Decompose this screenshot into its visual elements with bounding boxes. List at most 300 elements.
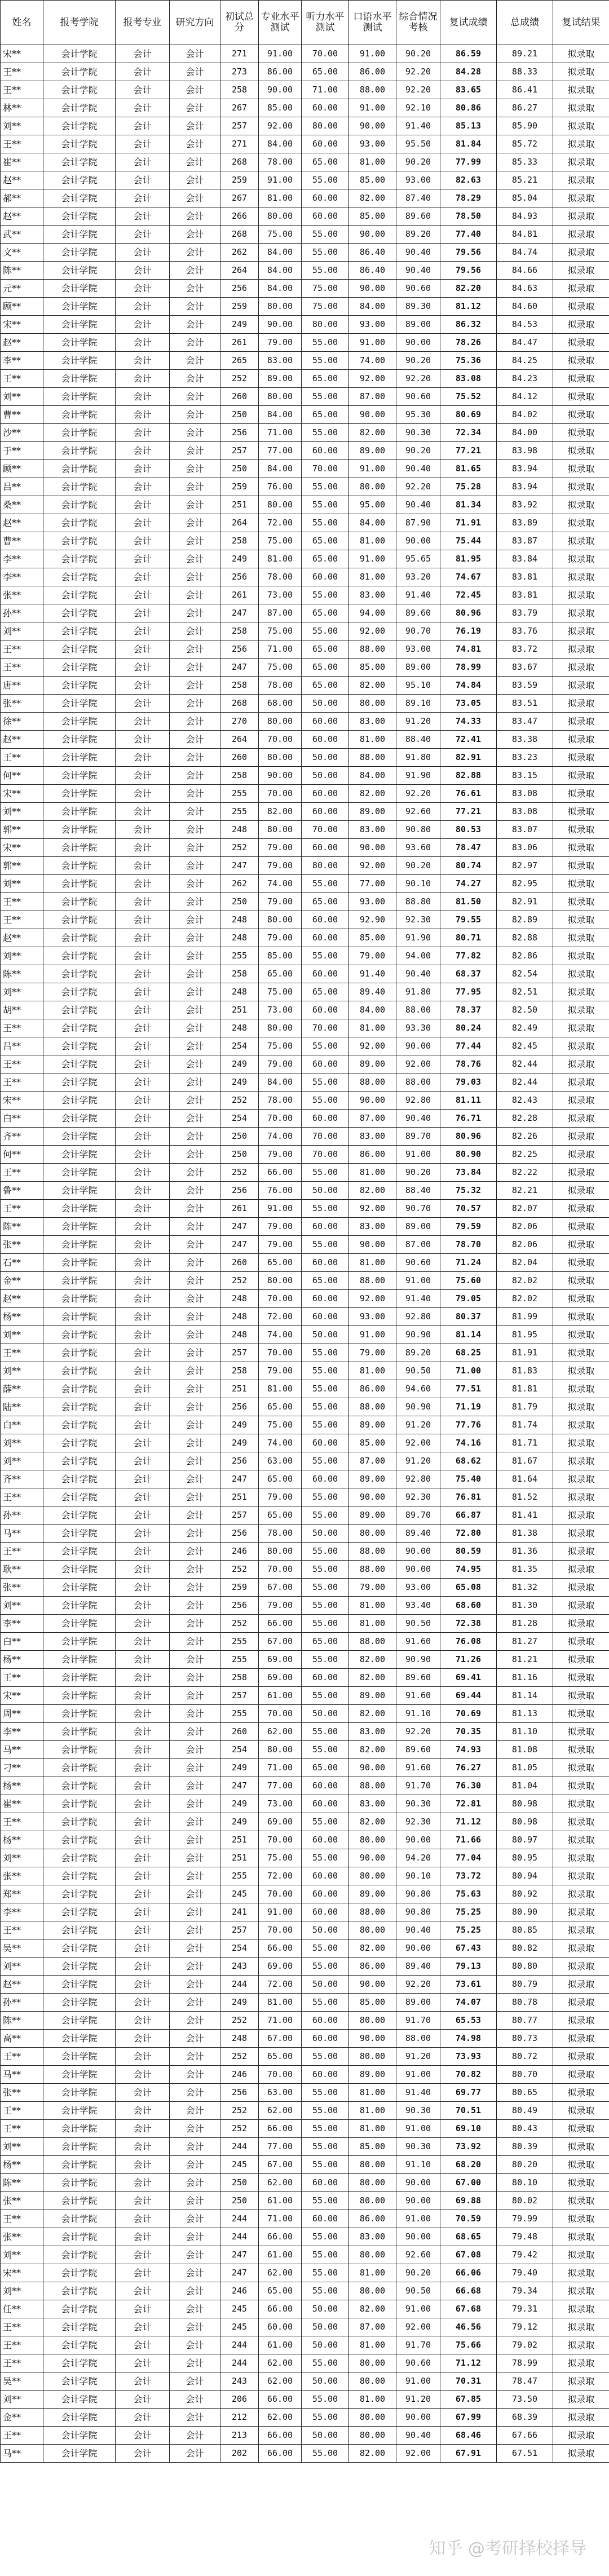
cell-total-score: 81.36 [497,1543,553,1561]
cell-major: 会计 [116,1344,170,1362]
cell-overall-assessment: 90.00 [396,2192,440,2210]
cell-result: 拟录取 [553,45,609,63]
table-row [1,189,609,207]
cell-name: 曹** [1,532,43,550]
cell-professional-test: 79.00 [259,1488,302,1506]
table-row [1,2427,609,2445]
cell-major: 会计 [116,1741,170,1759]
cell-retest-score: 82.63 [440,171,497,189]
cell-direction: 会计 [170,496,220,514]
cell-name: 顾** [1,460,43,478]
cell-direction: 会计 [170,1452,220,1470]
cell-retest-score: 71.26 [440,1651,497,1669]
cell-result: 拟录取 [553,2192,609,2210]
cell-overall-assessment: 91.00 [396,1272,440,1290]
cell-name: 赵** [1,1290,43,1308]
cell-college: 会计学院 [43,2030,116,2048]
cell-result: 拟录取 [553,298,609,316]
cell-speaking-test: 83.00 [349,1723,396,1741]
cell-initial-score: 267 [220,99,259,117]
cell-direction: 会计 [170,785,220,803]
cell-initial-score: 250 [220,2192,259,2210]
cell-retest-score: 74.98 [440,2030,497,2048]
cell-result: 拟录取 [553,1561,609,1579]
cell-result: 拟录取 [553,1019,609,1037]
cell-result: 拟录取 [553,1470,609,1488]
cell-name: 张** [1,2192,43,2210]
cell-professional-test: 62.00 [259,2102,302,2120]
table-row [1,45,609,63]
table-row [1,749,609,767]
cell-major: 会计 [116,622,170,640]
cell-retest-score: 78.47 [440,839,497,857]
cell-listening-test: 55.00 [302,1939,349,1958]
cell-major: 会计 [116,1146,170,1164]
cell-result: 拟录取 [553,568,609,586]
cell-retest-score: 67.08 [440,2246,497,2264]
cell-listening-test: 60.00 [302,731,349,749]
cell-initial-score: 249 [220,1994,259,2012]
cell-professional-test: 80.00 [259,713,302,731]
table-row [1,839,609,857]
cell-speaking-test: 81.00 [349,1597,396,1615]
cell-result: 拟录取 [553,1669,609,1687]
cell-result: 拟录取 [553,1380,609,1398]
cell-total-score: 82.95 [497,875,553,893]
cell-overall-assessment: 91.40 [396,2084,440,2102]
cell-total-score: 83.08 [497,785,553,803]
cell-overall-assessment: 89.10 [396,695,440,713]
cell-total-score: 83.07 [497,821,553,839]
cell-college: 会计学院 [43,1037,116,1055]
cell-professional-test: 90.00 [259,316,302,334]
cell-initial-score: 251 [220,1001,259,1019]
cell-college: 会计学院 [43,1344,116,1362]
cell-listening-test: 60.00 [302,1110,349,1128]
cell-initial-score: 247 [220,2246,259,2264]
cell-college: 会计学院 [43,1254,116,1272]
cell-listening-test: 65.00 [302,1633,349,1651]
cell-name: 李** [1,550,43,568]
cell-speaking-test: 88.00 [349,1543,396,1561]
cell-overall-assessment: 87.00 [396,1236,440,1254]
cell-retest-score: 77.04 [440,1849,497,1867]
cell-professional-test: 66.00 [259,2391,302,2409]
cell-direction: 会计 [170,117,220,135]
table-row [1,2012,609,2030]
cell-initial-score: 268 [220,695,259,713]
cell-retest-score: 71.66 [440,1831,497,1849]
cell-direction: 会计 [170,298,220,316]
cell-total-score: 81.05 [497,1759,553,1777]
cell-overall-assessment: 91.20 [396,713,440,731]
cell-professional-test: 90.00 [259,81,302,99]
cell-total-score: 83.87 [497,532,553,550]
cell-name: 王** [1,1344,43,1362]
cell-professional-test: 78.00 [259,153,302,171]
cell-retest-score: 80.86 [440,99,497,117]
cell-overall-assessment: 91.70 [396,2336,440,2354]
cell-result: 拟录取 [553,1525,609,1543]
cell-result: 拟录取 [553,1651,609,1669]
cell-initial-score: 256 [220,568,259,586]
cell-total-score: 81.38 [497,1525,553,1543]
cell-major: 会计 [116,334,170,352]
cell-total-score: 84.02 [497,406,553,424]
cell-professional-test: 67.00 [259,1633,302,1651]
cell-college: 会计学院 [43,1994,116,2012]
cell-professional-test: 79.00 [259,1362,302,1380]
cell-college: 会计学院 [43,1092,116,1110]
cell-total-score: 81.83 [497,1362,553,1380]
cell-result: 拟录取 [553,1543,609,1561]
cell-retest-score: 71.19 [440,1398,497,1416]
cell-overall-assessment: 90.40 [396,244,440,262]
table-row [1,99,609,117]
cell-college: 会计学院 [43,171,116,189]
cell-direction: 会计 [170,1795,220,1813]
cell-speaking-test: 80.00 [349,478,396,496]
cell-initial-score: 241 [220,1903,259,1921]
cell-name: 刘** [1,803,43,821]
cell-direction: 会计 [170,1308,220,1326]
cell-listening-test: 55.00 [302,1813,349,1831]
cell-major: 会计 [116,1452,170,1470]
table-row [1,2354,609,2372]
cell-result: 拟录取 [553,1164,609,1182]
cell-major: 会计 [116,298,170,316]
cell-speaking-test: 81.00 [349,1615,396,1633]
cell-direction: 会计 [170,2246,220,2264]
cell-college: 会计学院 [43,1759,116,1777]
cell-overall-assessment: 92.30 [396,911,440,929]
cell-total-score: 81.16 [497,1669,553,1687]
cell-initial-score: 257 [220,1344,259,1362]
cell-direction: 会计 [170,1976,220,1994]
cell-listening-test: 55.00 [302,352,349,370]
cell-total-score: 80.85 [497,1921,553,1939]
cell-speaking-test: 84.00 [349,298,396,316]
cell-retest-score: 78.29 [440,189,497,207]
cell-retest-score: 68.37 [440,965,497,983]
cell-professional-test: 62.00 [259,2354,302,2372]
cell-listening-test: 50.00 [302,1705,349,1723]
table-row [1,280,609,298]
table-row [1,262,609,280]
cell-initial-score: 251 [220,1488,259,1506]
table-row [1,171,609,189]
cell-direction: 会计 [170,1939,220,1958]
cell-result: 拟录取 [553,1813,609,1831]
cell-name: 文** [1,244,43,262]
cell-college: 会计学院 [43,1182,116,1200]
cell-overall-assessment: 90.40 [396,496,440,514]
cell-initial-score: 249 [220,1416,259,1434]
cell-listening-test: 50.00 [302,2318,349,2336]
cell-name: 宋** [1,839,43,857]
cell-listening-test: 55.00 [302,947,349,965]
cell-college: 会计学院 [43,677,116,695]
cell-retest-score: 82.91 [440,749,497,767]
cell-college: 会计学院 [43,1218,116,1236]
cell-speaking-test: 90.00 [349,1849,396,1867]
cell-name: 刘** [1,1597,43,1615]
cell-overall-assessment: 92.30 [396,1488,440,1506]
cell-retest-score: 68.60 [440,1597,497,1615]
cell-listening-test: 55.00 [302,2138,349,2156]
cell-listening-test: 65.00 [302,893,349,911]
cell-college: 会计学院 [43,1633,116,1651]
cell-college: 会计学院 [43,911,116,929]
cell-major: 会计 [116,1272,170,1290]
cell-major: 会计 [116,63,170,81]
cell-college: 会计学院 [43,1921,116,1939]
cell-direction: 会计 [170,929,220,947]
cell-initial-score: 249 [220,1795,259,1813]
cell-speaking-test: 86.40 [349,244,396,262]
cell-listening-test: 55.00 [302,1344,349,1362]
cell-retest-score: 71.24 [440,1254,497,1272]
cell-professional-test: 76.00 [259,1182,302,1200]
cell-professional-test: 87.00 [259,604,302,622]
cell-direction: 会计 [170,99,220,117]
cell-listening-test: 60.00 [302,2210,349,2228]
cell-listening-test: 60.00 [302,803,349,821]
cell-overall-assessment: 95.30 [396,406,440,424]
cell-speaking-test: 85.00 [349,929,396,947]
cell-speaking-test: 88.00 [349,640,396,659]
cell-overall-assessment: 92.00 [396,1055,440,1073]
cell-college: 会计学院 [43,622,116,640]
cell-retest-score: 68.25 [440,1344,497,1362]
cell-direction: 会计 [170,63,220,81]
cell-college: 会计学院 [43,424,116,442]
cell-direction: 会计 [170,1525,220,1543]
cell-professional-test: 90.00 [259,767,302,785]
header-name: 姓名 [1,1,43,45]
cell-professional-test: 85.00 [259,947,302,965]
cell-initial-score: 248 [220,1290,259,1308]
cell-professional-test: 79.00 [259,1597,302,1615]
cell-initial-score: 254 [220,1939,259,1958]
cell-name: 马** [1,2445,43,2463]
cell-professional-test: 80.00 [259,496,302,514]
cell-initial-score: 247 [220,1470,259,1488]
cell-listening-test: 55.00 [302,388,349,406]
header-direction: 研究方向 [170,1,220,45]
cell-speaking-test: 90.00 [349,2030,396,2048]
cell-major: 会计 [116,1128,170,1146]
cell-name: 王** [1,1164,43,1182]
cell-college: 会计学院 [43,280,116,298]
cell-direction: 会计 [170,1416,220,1434]
cell-retest-score: 80.96 [440,1128,497,1146]
cell-overall-assessment: 90.20 [396,442,440,460]
cell-overall-assessment: 90.50 [396,2282,440,2300]
cell-direction: 会计 [170,2012,220,2030]
cell-college: 会计学院 [43,1055,116,1073]
header-professional-test: 专业水平测试 [259,1,302,45]
cell-speaking-test: 90.00 [349,117,396,135]
cell-overall-assessment: 90.10 [396,1867,440,1885]
cell-retest-score: 65.53 [440,2012,497,2030]
cell-listening-test: 60.00 [302,965,349,983]
cell-initial-score: 249 [220,1759,259,1777]
cell-result: 拟录取 [553,622,609,640]
table-row [1,1037,609,1055]
cell-college: 会计学院 [43,135,116,153]
cell-name: 陈** [1,965,43,983]
cell-initial-score: 244 [220,2210,259,2228]
cell-listening-test: 60.00 [302,713,349,731]
header-row [1,1,609,45]
cell-professional-test: 79.00 [259,893,302,911]
cell-retest-score: 72.80 [440,1525,497,1543]
table-row [1,2084,609,2102]
cell-professional-test: 63.00 [259,1452,302,1470]
cell-overall-assessment: 92.60 [396,2246,440,2264]
cell-retest-score: 69.77 [440,2084,497,2102]
cell-professional-test: 69.00 [259,1651,302,1669]
cell-major: 会计 [116,1236,170,1254]
cell-total-score: 80.80 [497,1958,553,1976]
cell-direction: 会计 [170,1055,220,1073]
cell-name: 崔** [1,153,43,171]
cell-result: 拟录取 [553,2030,609,2048]
cell-total-score: 85.21 [497,171,553,189]
cell-initial-score: 264 [220,262,259,280]
cell-result: 拟录取 [553,1939,609,1958]
cell-total-score: 81.95 [497,1326,553,1344]
cell-initial-score: 268 [220,226,259,244]
cell-name: 桑** [1,496,43,514]
cell-retest-score: 72.81 [440,1795,497,1813]
cell-name: 刘** [1,388,43,406]
cell-direction: 会计 [170,1849,220,1867]
cell-direction: 会计 [170,1488,220,1506]
cell-result: 拟录取 [553,2300,609,2318]
table-row [1,1344,609,1362]
table-row [1,1867,609,1885]
cell-college: 会计学院 [43,189,116,207]
cell-total-score: 83.59 [497,677,553,695]
cell-overall-assessment: 90.30 [396,1795,440,1813]
cell-direction: 会计 [170,2084,220,2102]
cell-major: 会计 [116,1958,170,1976]
cell-speaking-test: 81.00 [349,1164,396,1182]
cell-direction: 会计 [170,1362,220,1380]
cell-speaking-test: 93.00 [349,1308,396,1326]
cell-direction: 会计 [170,2336,220,2354]
cell-listening-test: 60.00 [302,1434,349,1452]
cell-professional-test: 74.00 [259,1434,302,1452]
table-row [1,1452,609,1470]
cell-total-score: 81.64 [497,1470,553,1488]
cell-speaking-test: 80.00 [349,695,396,713]
cell-college: 会计学院 [43,1543,116,1561]
cell-result: 拟录取 [553,1452,609,1470]
table-row [1,514,609,532]
cell-major: 会计 [116,821,170,839]
cell-listening-test: 55.00 [302,586,349,604]
cell-name: 刘** [1,622,43,640]
table-row [1,81,609,99]
cell-initial-score: 250 [220,460,259,478]
cell-initial-score: 245 [220,2300,259,2318]
cell-retest-score: 78.37 [440,1001,497,1019]
cell-professional-test: 66.00 [259,2427,302,2445]
cell-result: 拟录取 [553,1615,609,1633]
cell-speaking-test: 85.00 [349,659,396,677]
cell-college: 会计学院 [43,2354,116,2372]
cell-speaking-test: 81.00 [349,731,396,749]
cell-overall-assessment: 94.60 [396,1380,440,1398]
cell-name: 白** [1,1633,43,1651]
cell-result: 拟录取 [553,2138,609,2156]
cell-college: 会计学院 [43,1146,116,1164]
cell-result: 拟录取 [553,1976,609,1994]
cell-professional-test: 65.00 [259,1506,302,1525]
cell-initial-score: 255 [220,947,259,965]
cell-result: 拟录取 [553,1434,609,1452]
cell-speaking-test: 88.00 [349,1633,396,1651]
cell-direction: 会计 [170,388,220,406]
table-row [1,2264,609,2282]
cell-total-score: 83.89 [497,514,553,532]
table-row [1,568,609,586]
cell-listening-test: 50.00 [302,1976,349,1994]
cell-overall-assessment: 91.00 [396,2210,440,2228]
cell-initial-score: 246 [220,2282,259,2300]
cell-professional-test: 67.00 [259,2030,302,2048]
table-row [1,1759,609,1777]
cell-direction: 会计 [170,460,220,478]
cell-total-score: 84.81 [497,226,553,244]
cell-result: 拟录取 [553,1903,609,1921]
cell-name: 王** [1,1200,43,1218]
cell-college: 会计学院 [43,370,116,388]
cell-professional-test: 78.00 [259,677,302,695]
cell-result: 拟录取 [553,99,609,117]
cell-total-score: 81.04 [497,1777,553,1795]
cell-direction: 会计 [170,1110,220,1128]
cell-listening-test: 55.00 [302,2409,349,2427]
cell-major: 会计 [116,1921,170,1939]
cell-major: 会计 [116,2156,170,2174]
cell-college: 会计学院 [43,2192,116,2210]
cell-initial-score: 261 [220,1200,259,1218]
cell-major: 会计 [116,117,170,135]
cell-listening-test: 50.00 [302,1326,349,1344]
cell-overall-assessment: 91.00 [396,2372,440,2391]
cell-speaking-test: 92.00 [349,857,396,875]
cell-retest-score: 69.88 [440,2192,497,2210]
cell-college: 会计学院 [43,2174,116,2192]
cell-initial-score: 252 [220,1164,259,1182]
cell-retest-score: 75.66 [440,2336,497,2354]
cell-professional-test: 69.00 [259,1669,302,1687]
table-row [1,316,609,334]
cell-retest-score: 77.21 [440,803,497,821]
cell-retest-score: 79.59 [440,1218,497,1236]
cell-professional-test: 76.00 [259,478,302,496]
table-row [1,1416,609,1434]
cell-college: 会计学院 [43,514,116,532]
cell-result: 拟录取 [553,2210,609,2228]
cell-major: 会计 [116,81,170,99]
table-row [1,1561,609,1579]
table-row [1,1362,609,1380]
